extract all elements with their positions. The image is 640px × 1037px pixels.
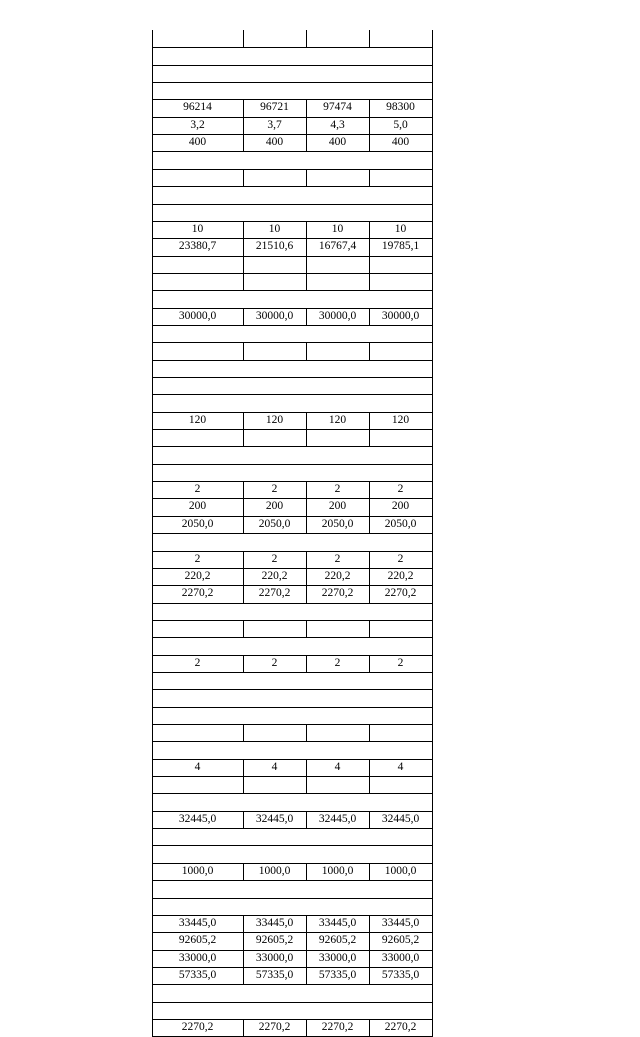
table-cell: 10	[394, 223, 407, 235]
row-divider	[152, 377, 433, 378]
table-cell	[306, 724, 369, 741]
row-divider	[152, 984, 433, 985]
table-cell: 2	[271, 553, 278, 565]
table-cell: 220,2	[261, 570, 288, 582]
table-cell: 21510,6	[255, 240, 294, 252]
table-cell: 400	[188, 136, 207, 148]
table-cell: 33445,0	[318, 917, 357, 929]
table-cell: 98300	[386, 101, 415, 113]
table-cell	[369, 724, 432, 741]
row-divider	[152, 793, 433, 794]
table-cell: 92605,2	[255, 934, 294, 946]
table-cell	[152, 342, 243, 359]
table-cell: 32445,0	[178, 813, 217, 825]
table-cell	[369, 273, 432, 290]
table-cell: 4	[194, 761, 201, 773]
table-cell	[243, 429, 306, 446]
row-divider	[152, 325, 433, 326]
table-cell: 2050,0	[258, 518, 291, 530]
table-cell: 220,2	[184, 570, 211, 582]
row-divider	[152, 394, 433, 395]
row-divider	[152, 290, 433, 291]
table-cell: 120	[188, 414, 207, 426]
table-cell	[306, 620, 369, 637]
table-cell: 2	[194, 553, 201, 565]
table-cell: 96721	[260, 101, 289, 113]
table-cell	[152, 620, 243, 637]
table-cell: 30000,0	[318, 310, 357, 322]
table-cell	[369, 776, 432, 793]
table-cell: 19785,1	[381, 240, 420, 252]
table-cell	[152, 256, 243, 273]
row-divider	[152, 845, 433, 846]
table-cell: 120	[328, 414, 347, 426]
table-cell: 57335,0	[381, 969, 420, 981]
table-cell: 33000,0	[381, 952, 420, 964]
table-cell: 57335,0	[318, 969, 357, 981]
table-cell: 23380,7	[178, 240, 217, 252]
table-cell: 4	[397, 761, 404, 773]
row-divider	[152, 533, 433, 534]
table-cell: 92605,2	[178, 934, 217, 946]
table-cell: 2050,0	[384, 518, 417, 530]
table-cell: 97474	[323, 101, 352, 113]
table-cell: 32445,0	[381, 813, 420, 825]
row-divider	[152, 637, 433, 638]
table-cell: 400	[328, 136, 347, 148]
table-cell	[152, 169, 243, 186]
row-divider	[152, 898, 433, 899]
table-cell: 2	[397, 657, 404, 669]
table-cell	[243, 776, 306, 793]
row-divider	[152, 689, 433, 690]
table-cell: 400	[265, 136, 284, 148]
row-divider	[152, 65, 433, 66]
table-cell	[306, 429, 369, 446]
table-cell: 220,2	[324, 570, 351, 582]
table-cell: 2	[271, 483, 278, 495]
table-cell: 220,2	[387, 570, 414, 582]
table-cell: 32445,0	[318, 813, 357, 825]
table-cell	[152, 273, 243, 290]
table-cell	[306, 342, 369, 359]
table-cell	[243, 342, 306, 359]
table-cell: 2	[194, 483, 201, 495]
table-cell: 3,7	[267, 119, 282, 131]
row-divider	[152, 204, 433, 205]
table-cell: 200	[188, 500, 207, 512]
row-divider	[152, 360, 433, 361]
table-cell: 200	[328, 500, 347, 512]
table-cell: 2270,2	[321, 1021, 354, 1033]
table-cell: 1000,0	[384, 865, 417, 877]
row-divider	[152, 47, 433, 48]
table-cell: 30000,0	[178, 310, 217, 322]
row-divider	[152, 672, 433, 673]
row-divider	[152, 151, 433, 152]
table-cell	[306, 273, 369, 290]
table-cell	[152, 776, 243, 793]
table-cell	[369, 30, 432, 47]
row-divider	[152, 707, 433, 708]
table-cell: 92605,2	[381, 934, 420, 946]
table-cell	[243, 273, 306, 290]
table-cell	[243, 169, 306, 186]
table-cell: 2	[397, 553, 404, 565]
table-cell: 2270,2	[258, 587, 291, 599]
table-cell: 2270,2	[321, 587, 354, 599]
table-cell: 2270,2	[258, 1021, 291, 1033]
table-cell: 33000,0	[178, 952, 217, 964]
table-cell	[306, 256, 369, 273]
table-cell: 33000,0	[255, 952, 294, 964]
table-cell	[369, 620, 432, 637]
table-cell: 33000,0	[318, 952, 357, 964]
table-cell	[306, 776, 369, 793]
table-cell: 120	[391, 414, 410, 426]
table-cell: 4	[334, 761, 341, 773]
row-divider	[152, 186, 433, 187]
table-cell: 2270,2	[181, 587, 214, 599]
table-cell: 2	[397, 483, 404, 495]
table-cell	[152, 429, 243, 446]
table-cell: 2	[194, 657, 201, 669]
table-cell: 2	[271, 657, 278, 669]
table-cell	[243, 620, 306, 637]
table-cell: 200	[391, 500, 410, 512]
table-cell: 10	[268, 223, 281, 235]
table-cell: 120	[265, 414, 284, 426]
row-divider	[152, 82, 433, 83]
table-cell	[369, 169, 432, 186]
row-divider	[152, 880, 433, 881]
row-divider	[152, 1002, 433, 1003]
table-cell: 1000,0	[258, 865, 291, 877]
table-cell: 33445,0	[255, 917, 294, 929]
table-cell: 200	[265, 500, 284, 512]
table-cell: 10	[331, 223, 344, 235]
row-divider	[152, 741, 433, 742]
table-cell	[152, 30, 243, 47]
table-cell: 30000,0	[255, 310, 294, 322]
table-cell	[369, 429, 432, 446]
table-cell: 32445,0	[255, 813, 294, 825]
table-cell: 2	[334, 657, 341, 669]
table-cell	[306, 169, 369, 186]
table-cell	[243, 30, 306, 47]
table-cell: 57335,0	[255, 969, 294, 981]
table-cell: 1000,0	[181, 865, 214, 877]
table-cell	[306, 30, 369, 47]
table-cell: 57335,0	[178, 969, 217, 981]
table-cell: 2270,2	[181, 1021, 214, 1033]
table-cell: 30000,0	[381, 310, 420, 322]
table-cell: 4	[271, 761, 278, 773]
table-cell: 1000,0	[321, 865, 354, 877]
table-cell: 2	[334, 483, 341, 495]
table-cell: 2050,0	[321, 518, 354, 530]
row-divider	[152, 828, 433, 829]
table-cell: 5,0	[393, 119, 408, 131]
table-cell: 400	[391, 136, 410, 148]
table-cell: 92605,2	[318, 934, 357, 946]
table-cell: 4,3	[330, 119, 345, 131]
table-cell	[369, 256, 432, 273]
table-cell: 96214	[183, 101, 212, 113]
table-cell	[369, 342, 432, 359]
table-cell: 3,2	[190, 119, 205, 131]
table-cell: 33445,0	[178, 917, 217, 929]
table-cell: 2270,2	[384, 587, 417, 599]
table-cell: 2050,0	[181, 518, 214, 530]
table-cell: 33445,0	[381, 917, 420, 929]
row-divider	[152, 446, 433, 447]
table-cell: 2	[334, 553, 341, 565]
row-divider	[152, 464, 433, 465]
table-cell: 16767,4	[318, 240, 357, 252]
table-cell: 2270,2	[384, 1021, 417, 1033]
table-cell: 10	[191, 223, 204, 235]
row-divider	[152, 603, 433, 604]
table-cell	[152, 724, 243, 741]
table-cell	[243, 256, 306, 273]
table-cell	[243, 724, 306, 741]
